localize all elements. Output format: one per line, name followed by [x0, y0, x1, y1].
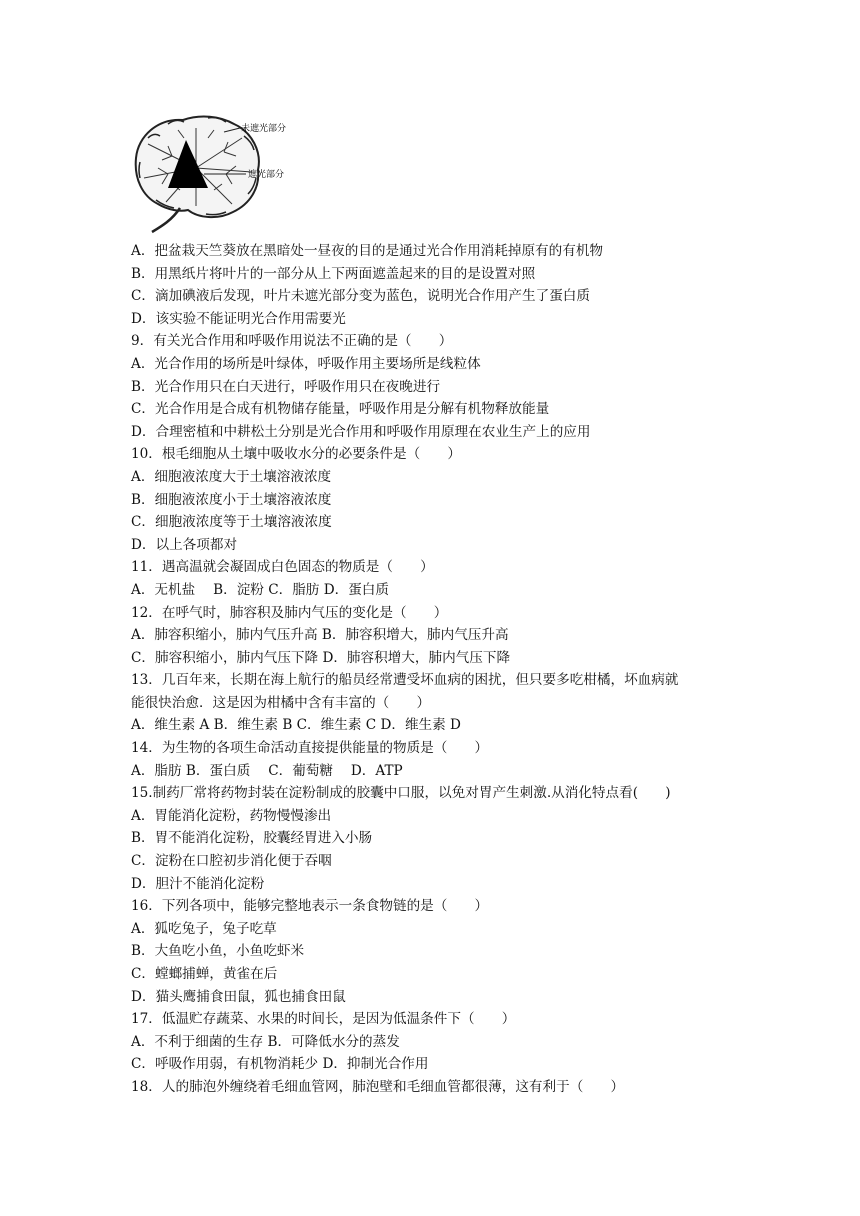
text-line: B．大鱼吃小鱼，小鱼吃虾米	[131, 943, 305, 960]
text-line: A．无机盐 B．淀粉 C．脂肪 D．蛋白质	[131, 581, 389, 598]
question-18: 18．人的肺泡外缠绕着毛细血管网，肺泡壁和毛细血管都很薄，这有利于（ ）	[131, 1078, 625, 1095]
question-15: 15.制药厂常将药物封装在淀粉制成的胶囊中口服，以免对胃产生刺激.从消化特点看( )	[131, 785, 671, 802]
text-line: C．螳螂捕蝉，黄雀在后	[131, 966, 278, 982]
text-line: C．滴加碘液后发现，叶片未遮光部分变为蓝色，说明光合作用产生了蛋白质	[131, 288, 590, 305]
question-17: 17．低温贮存蔬菜、水果的时间长，是因为低温条件下（ ）	[131, 1011, 516, 1028]
text-line: A．不利于细菌的生存 B．可降低水分的蒸发	[131, 1033, 400, 1050]
text-line: B．胃不能消化淀粉，胶囊经胃进入小肠	[131, 830, 373, 847]
question-16: 16．下列各项中，能够完整地表示一条食物链的是（ ）	[131, 898, 489, 915]
text-line: B．用黑纸片将叶片的一部分从上下两面遮盖起来的目的是设置对照	[131, 265, 536, 282]
text-line: A．细胞液浓度大于土壤溶液浓度	[131, 468, 332, 485]
label-unshaded: 未遮光部分	[241, 124, 287, 134]
text-line: A．脂肪 B．蛋白质 C．葡萄糖 D．ATP	[131, 762, 403, 779]
text-line: A．维生素 A B．维生素 B C．维生素 C D．维生素 D	[131, 717, 461, 734]
text-line: C．细胞液浓度等于土壤溶液浓度	[131, 514, 332, 531]
text-line: A．光合作用的场所是叶绿体，呼吸作用主要场所是线粒体	[131, 355, 481, 372]
text-line: D．该实验不能证明光合作用需要光	[131, 310, 346, 327]
leaf-diagram	[128, 108, 303, 238]
text-line: D．猫头鹰捕食田鼠，狐也捕食田鼠	[131, 988, 346, 1005]
text-line: D．合理密植和中耕松土分别是光合作用和呼吸作用原理在农业生产上的应用	[131, 423, 591, 440]
text-line: A．把盆栽天竺葵放在黑暗处一昼夜的目的是通过光合作用消耗掉原有的有机物	[131, 243, 604, 259]
text-line: D．以上各项都对	[131, 536, 238, 553]
question-11: 11．遇高温就会凝固成白色固态的物质是（ ）	[131, 559, 434, 576]
text-line: A．肺容积缩小，肺内气压升高 B．肺容积增大，肺内气压升高	[131, 627, 509, 644]
text-line: 能很快治愈．这是因为柑橘中含有丰富的（ ）	[131, 694, 431, 711]
text-line: B．光合作用只在白天进行，呼吸作用只在夜晚进行	[131, 378, 441, 395]
label-shaded: 遮光部分	[248, 170, 285, 180]
question-13: 13．几百年来，长期在海上航行的船员经常遭受坏血病的困扰，但只要多吃柑橘，坏血病就	[131, 672, 679, 689]
text-line: C．肺容积缩小，肺内气压下降 D．肺容积增大，肺内气压下降	[131, 649, 511, 666]
question-10: 10．根毛细胞从土壤中吸收水分的必要条件是（ ）	[131, 446, 461, 463]
question-14: 14．为生物的各项生命活动直接提供能量的物质是（ ）	[131, 740, 489, 757]
question-12: 12．在呼气时，肺容积及肺内气压的变化是（ ）	[131, 604, 448, 621]
text-line: C．光合作用是合成有机物储存能量，呼吸作用是分解有机物释放能量	[131, 401, 550, 418]
text-line: D．胆汁不能消化淀粉	[131, 875, 265, 892]
question-9: 9．有关光合作用和呼吸作用说法不正确的是（ ）	[131, 333, 453, 350]
text-line: C．淀粉在口腔初步消化便于吞咽	[131, 853, 332, 870]
question-text	[131, 240, 751, 1099]
leaf-figure	[128, 108, 303, 238]
text-line: B．细胞液浓度小于土壤溶液浓度	[131, 491, 332, 508]
text-line: A．胃能消化淀粉，药物慢慢渗出	[131, 807, 332, 824]
text-line: C．呼吸作用弱，有机物消耗少 D．抑制光合作用	[131, 1056, 429, 1073]
text-line: A．狐吃兔子，兔子吃草	[131, 920, 277, 937]
